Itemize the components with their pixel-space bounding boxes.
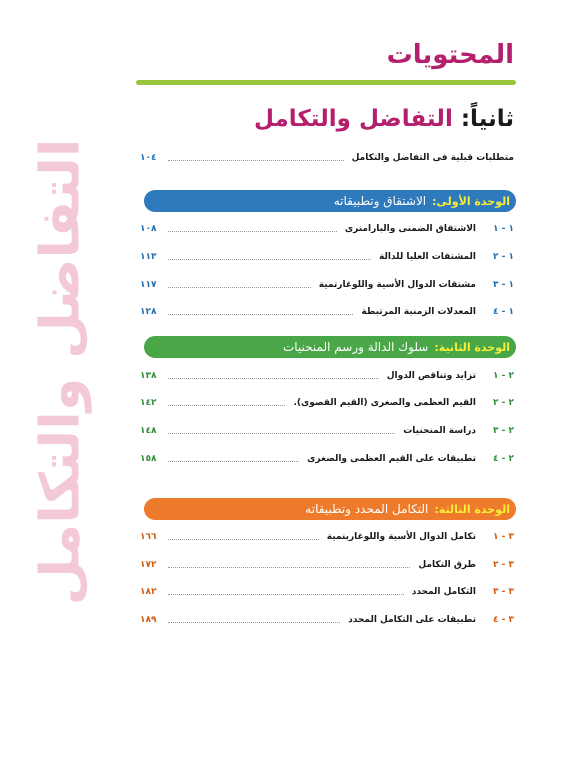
leader-dots [168,461,299,462]
lesson-number: ٣ - ١ [492,532,514,542]
leader-dots [168,539,319,540]
leader-dots [168,622,340,623]
lesson-number: ٣ - ٢ [492,560,514,570]
title-underline [136,80,516,85]
unit-label: الوحدة الثالثة: [434,502,510,516]
lesson-number: ٢ - ٤ [492,454,514,464]
toc-entry-page: ١١٧ [140,280,157,290]
toc-entry-title: دراسة المنحنيات [403,426,476,436]
toc-entry-page: ١٠٨ [140,224,157,234]
unit-title: الاشتقاق وتطبيقاته [333,194,427,208]
leader-dots [168,231,337,232]
unit-title: سلوك الدالة ورسم المنحنيات [282,340,429,354]
toc-row[interactable] [140,584,514,600]
toc-entry-page: ١٤٢ [140,398,157,408]
side-watermark: التفاضل والتكامل [28,138,92,606]
unit-label: الوحدة الثانية: [434,340,510,354]
toc-entry-title: تطبيقات على التكامل المحدد [348,615,476,625]
section-title: التفاضل والتكامل [253,106,453,132]
leader-dots [168,314,353,315]
toc-entry-page: ١٨٢ [140,587,157,597]
toc-row[interactable] [140,277,514,293]
lesson-number: ١ - ١ [492,224,514,234]
leader-dots [168,259,371,260]
toc-entry-page: ١٠٤ [140,153,157,163]
toc-entry-title: تزايد وتناقص الدوال [386,371,476,381]
section-heading [254,106,514,132]
leader-dots [168,405,285,406]
section-prefix: ثانياً: [460,106,514,132]
toc-row[interactable] [140,451,514,467]
toc-entry-title: طرق التكامل [418,560,476,570]
leader-dots [168,594,404,595]
toc-entry-title: الاشتقاق الضمنى والبارامترى [344,224,476,234]
unit-2-header[interactable] [144,336,516,358]
toc-entry-title: المعدلات الزمنية المرتبطة [361,307,476,317]
unit-label: الوحدة الأولى: [432,194,510,208]
lesson-number: ٢ - ٢ [492,398,514,408]
toc-row[interactable] [140,304,514,320]
toc-entry-title: تطبيقات على القيم العظمى والصغرى [307,454,476,464]
leader-dots [168,378,379,379]
toc-entry-page: ١٣٨ [140,371,157,381]
leader-dots [168,287,311,288]
toc-entry-page: ١٧٢ [140,560,157,570]
toc-row[interactable] [140,423,514,439]
toc-row[interactable] [140,557,514,573]
toc-entry-page: ١٨٩ [140,615,157,625]
lesson-number: ٣ - ٣ [492,587,514,597]
lesson-number: ٣ - ٤ [492,615,514,625]
toc-entry-title: المشتقات العليا للدالة [379,252,476,262]
toc-row[interactable] [140,368,514,384]
leader-dots [168,433,395,434]
toc-entry-title: القيم العظمى والصغرى (القيم القصوى). [293,398,476,408]
toc-row[interactable] [140,221,514,237]
leader-dots [168,160,344,161]
toc-entry-title: متطلبات قبلية فى التفاضل والتكامل [351,153,514,163]
unit-3-header[interactable] [144,498,516,520]
toc-entry-page: ١٦٦ [140,532,157,542]
lesson-number: ١ - ٢ [492,252,514,262]
toc-row[interactable] [140,395,514,411]
lesson-number: ١ - ٣ [492,280,514,290]
lesson-number: ١ - ٤ [492,307,514,317]
toc-entry-page: ١٢٨ [140,307,157,317]
toc-entry-page: ١٤٨ [140,426,157,436]
unit-title: التكامل المحدد وتطبيقاته [305,502,429,516]
toc-entry-title: مشتقات الدوال الأسية واللوغارتمية [318,280,476,290]
unit-1-header[interactable] [144,190,516,212]
page-title: المحتويات [386,40,514,70]
toc-entry-page: ١١٣ [140,252,157,262]
toc-row-prereq[interactable] [140,150,514,166]
toc-row[interactable] [140,529,514,545]
toc-row[interactable] [140,249,514,265]
toc-entry-page: ١٥٨ [140,454,157,464]
toc-entry-title: تكامل الدوال الأسية واللوغاريتمية [326,532,476,542]
toc-row[interactable] [140,612,514,628]
lesson-number: ٢ - ٣ [492,426,514,436]
leader-dots [168,567,410,568]
toc-entry-title: التكامل المحدد [411,587,476,597]
lesson-number: ٢ - ١ [492,371,514,381]
